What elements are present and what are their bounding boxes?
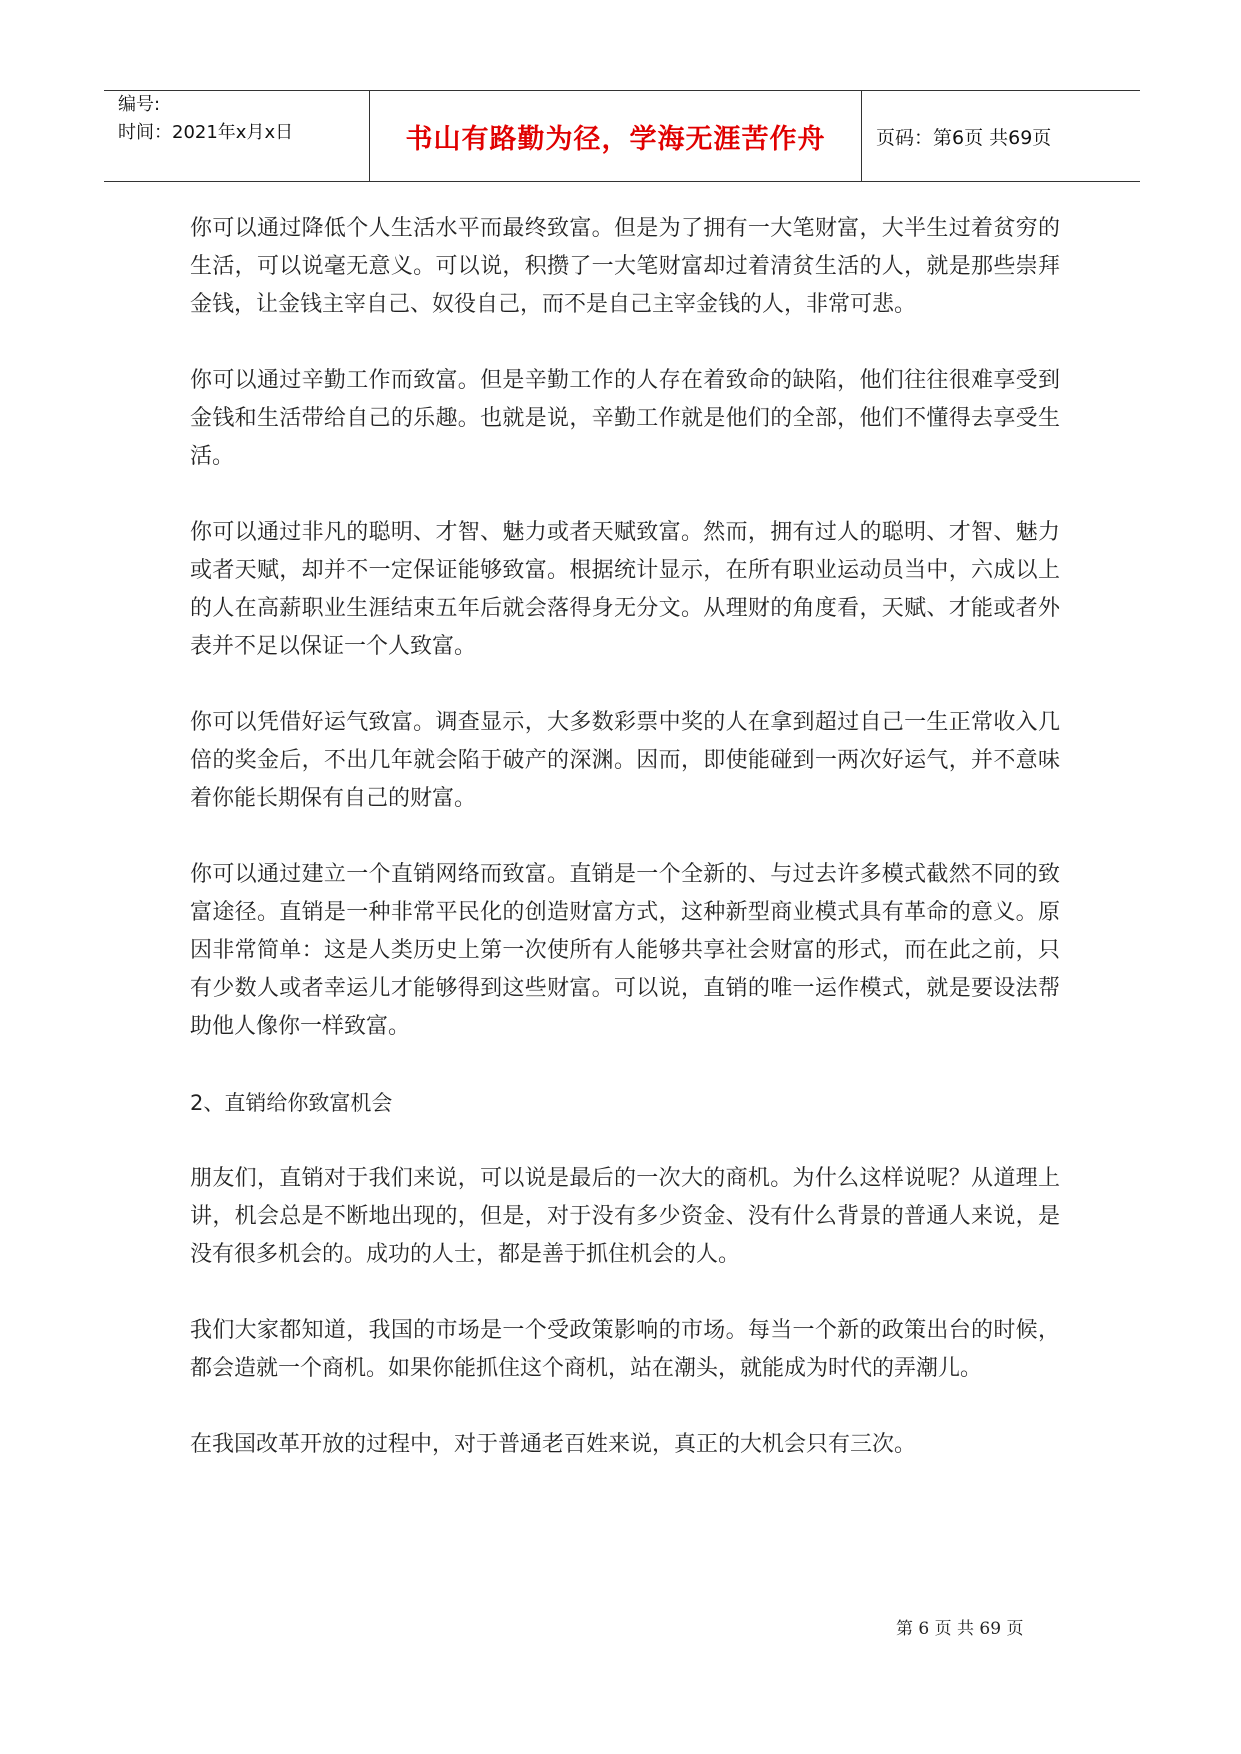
paragraph: 你可以通过辛勤工作而致富。但是辛勤工作的人存在着致命的缺陷，他们往往很难享受到金钱和生活带给自己的乐趣。也就是说，辛勤工作就是他们的全部，他们不懂得去享受生活。 xyxy=(190,368,1060,469)
paragraph: 你可以通过降低个人生活水平而最终致富。但是为了拥有一大笔财富，大半生过着贫穷的生活，可以说毫无意义。可以说，积攒了一大笔财富却过着清贫生活的人，就是那些崇拜金钱，让金钱主宰自己、奴役自己，而不是自己主宰金钱的人，非常可悲。 xyxy=(190,216,1060,317)
paragraph: 你可以凭借好运气致富。调查显示，大多数彩票中奖的人在拿到超过自己一生正常收入几倍的奖金后，不出几年就会陷于破产的深渊。因而，即使能碰到一两次好运气，并不意味着你能长期保有自己的财富。 xyxy=(190,710,1060,811)
section-heading: 2、直销给你致富机会 xyxy=(190,1091,393,1115)
header-meta xyxy=(104,91,370,181)
document-body xyxy=(190,210,1060,1502)
paragraph: 你可以通过非凡的聪明、才智、魅力或者天赋致富。然而，拥有过人的聪明、才智、魅力或者天赋，却并不一定保证能够致富。根据统计显示，在所有职业运动员当中，六成以上的人在高薪职业生涯结束五年后就会落得身无分文。从理财的角度看，天赋、才能或者外表并不足以保证一个人致富。 xyxy=(190,520,1060,659)
paragraph: 我们大家都知道，我国的市场是一个受政策影响的市场。每当一个新的政策出台的时候，都会造就一个商机。如果你能抓住这个商机，站在潮头，就能成为时代的弄潮儿。 xyxy=(190,1318,1060,1381)
page-footer: 第 6 页 共 69 页 xyxy=(896,1619,1024,1639)
paragraph: 朋友们，直销对于我们来说，可以说是最后的一次大的商机。为什么这样说呢？从道理上讲，机会总是不断地出现的，但是，对于没有多少资金、没有什么背景的普通人来说，是没有很多机会的。成功的人士，都是善于抓住机会的人。 xyxy=(190,1166,1060,1267)
page-header xyxy=(104,90,1140,182)
header-page-info: 页码：第6页 共69页 xyxy=(876,126,1052,149)
header-motto: 书山有路勤为径，学海无涯苦作舟 xyxy=(370,91,862,181)
document-time: 时间：2021年x月x日 xyxy=(118,122,294,143)
paragraph: 在我国改革开放的过程中，对于普通老百姓来说，真正的大机会只有三次。 xyxy=(190,1432,917,1457)
paragraph: 你可以通过建立一个直销网络而致富。直销是一个全新的、与过去许多模式截然不同的致富途径。直销是一种非常平民化的创造财富方式，这种新型商业模式具有革命的意义。原因非常简单：这是人类历史上第一次使所有人能够共享社会财富的形式，而在此之前，只有少数人或者幸运儿才能够得到这些财富。可以说，直销的唯一运作模式，就是要设法帮助他人像你一样致富。 xyxy=(190,862,1060,1039)
document-number-label: 编号: xyxy=(118,94,161,115)
